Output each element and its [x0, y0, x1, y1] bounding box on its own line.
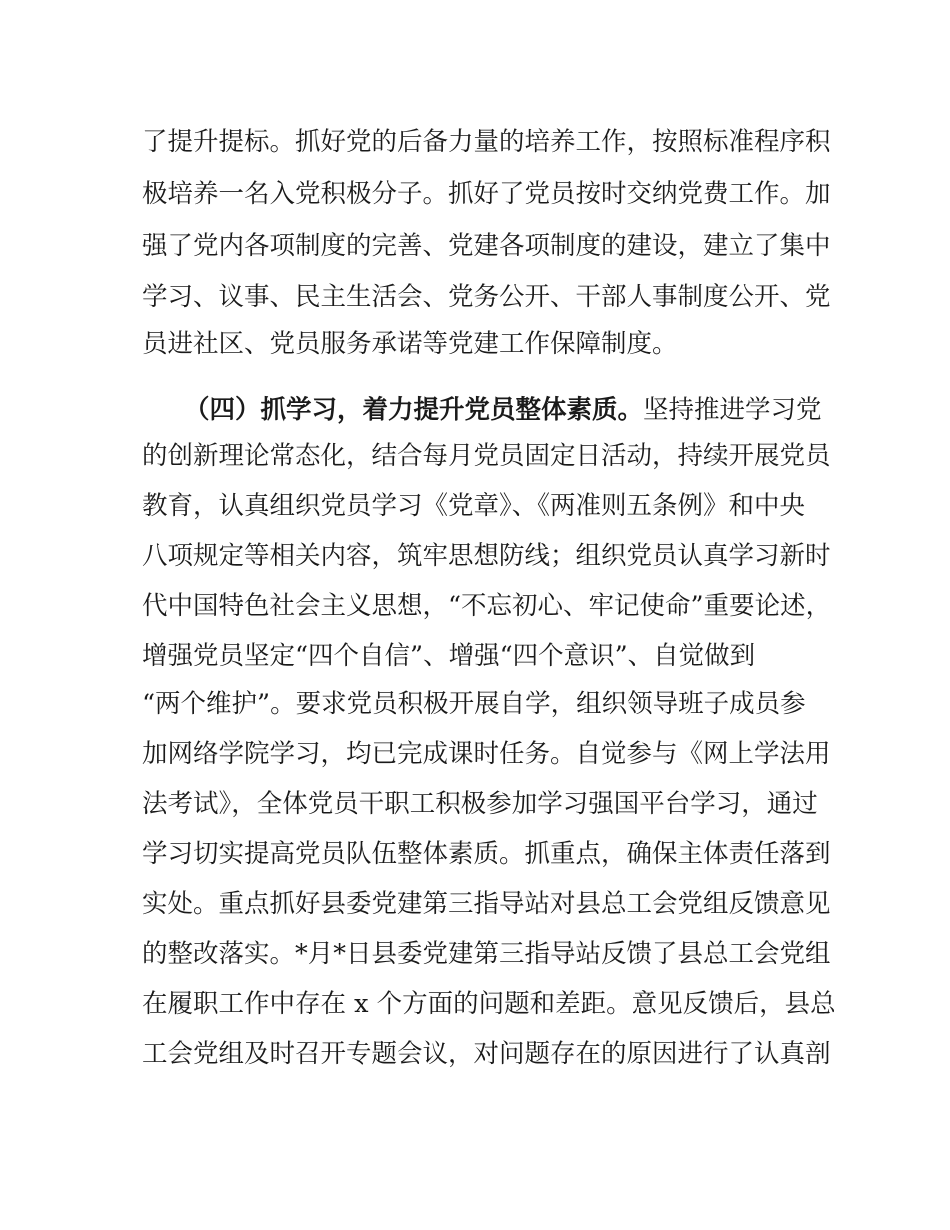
text-line-content: 在履职工作中存在 x 个方面的问题和差距。意见反馈后，县总 — [142, 989, 836, 1019]
text-line-content: 教育，认真组织党员学习《党章》、《两准则五条例》和中央 — [142, 491, 806, 521]
text-line — [0, 590, 950, 622]
text-line-content: 学习、议事、民主生活会、党务公开、干部人事制度公开、党 — [142, 282, 831, 312]
section-heading: （四）抓学习，着力提升党员整体素质。 — [184, 395, 644, 425]
text-line — [0, 738, 950, 770]
text-line — [0, 688, 950, 720]
text-line — [0, 230, 950, 262]
text-line — [0, 490, 950, 522]
text-line-content: 员进社区、党员服务承诺等党建工作保障制度。 — [142, 329, 678, 359]
text-line-content: 极培养一名入党积极分子。抓好了党员按时交纳党费工作。加 — [142, 179, 831, 209]
text-line-content: 的整改落实。*月*日县委党建第三指导站反馈了县总工会党组 — [142, 939, 831, 969]
text-line — [0, 640, 950, 672]
text-line — [0, 888, 950, 920]
text-line-content: 增强党员坚定“四个自信”、增强“四个意识”、自觉做到 — [142, 641, 756, 671]
text-line — [0, 838, 950, 870]
text-line — [0, 788, 950, 820]
text-line-content: 法考试》，全体党员干职工积极参加学习强国平台学习，通过 — [142, 789, 818, 819]
text-line-content: 实处。重点抓好县委党建第三指导站对县总工会党组反馈意见 — [142, 889, 831, 919]
text-line — [0, 540, 950, 572]
text-line-content: 坚持推进学习党 — [643, 395, 822, 425]
text-line — [0, 178, 950, 210]
text-line — [0, 394, 950, 426]
text-line-content: 工会党组及时召开专题会议，对问题存在的原因进行了认真剖 — [142, 1039, 831, 1069]
text-line — [0, 328, 950, 360]
text-line-content: “两个维护”。要求党员积极开展自学，组织领导班子成员参 — [142, 689, 806, 719]
text-line — [0, 126, 950, 158]
text-line-content: 八项规定等相关内容，筑牢思想防线；组织党员认真学习新时 — [142, 541, 831, 571]
text-line-content: 的创新理论常态化，结合每月党员固定日活动，持续开展党员 — [142, 441, 831, 471]
text-line — [0, 988, 950, 1020]
text-line — [0, 1038, 950, 1070]
text-line — [0, 440, 950, 472]
text-line-content: 代中国特色社会主义思想，“不忘初心、牢记使命”重要论述， — [142, 591, 832, 621]
text-line — [0, 281, 950, 313]
text-line-content: 强了党内各项制度的完善、党建各项制度的建设，建立了集中 — [142, 231, 831, 261]
text-line-content: 了提升提标。抓好党的后备力量的培养工作，按照标准程序积 — [142, 127, 831, 157]
text-line-content: 学习切实提高党员队伍整体素质。抓重点，确保主体责任落到 — [142, 839, 831, 869]
text-line — [0, 938, 950, 970]
text-line-content: 加网络学院学习，均已完成课时任务。自觉参与《网上学法用 — [142, 739, 831, 769]
